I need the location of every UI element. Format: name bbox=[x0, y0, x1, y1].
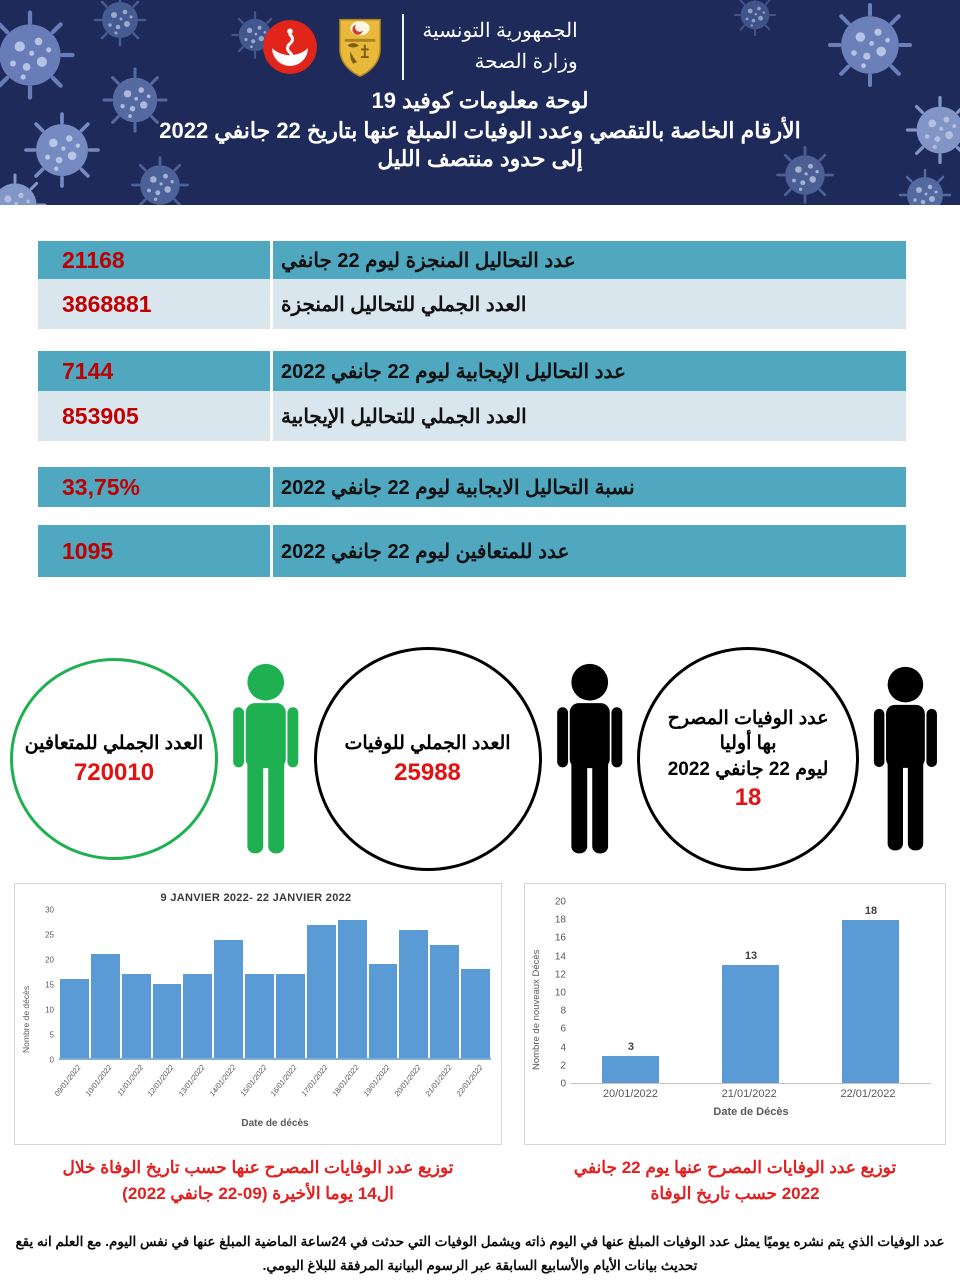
x-tick-label: 11/01/2022 bbox=[114, 1063, 145, 1098]
stat-value: 7144 bbox=[38, 351, 270, 391]
y-tick-label: 6 bbox=[560, 1023, 566, 1035]
recovered-total-circle bbox=[10, 658, 218, 860]
bar bbox=[276, 974, 305, 1058]
stat-value: 853905 bbox=[38, 391, 270, 441]
deaths-by-date-chart bbox=[14, 883, 502, 1145]
y-tick-label: 0 bbox=[560, 1078, 566, 1090]
stat-value: 3868881 bbox=[38, 279, 270, 329]
bar-cell bbox=[572, 902, 691, 1083]
x-tick-label: 22/01/2022 bbox=[454, 1063, 485, 1099]
divider bbox=[402, 14, 404, 80]
circle-value: 18 bbox=[734, 784, 762, 812]
x-tick-label: 20/01/2022 bbox=[602, 1088, 658, 1100]
cell-divider bbox=[270, 391, 273, 441]
y-tick-label: 0 bbox=[49, 1055, 54, 1065]
circle-label: عدد الوفيات المصرح بها أوليا bbox=[667, 707, 829, 755]
ministry-health-logo-icon bbox=[262, 19, 318, 75]
bar-cell bbox=[460, 910, 491, 1058]
bar bbox=[602, 1056, 659, 1083]
bar-cell bbox=[368, 910, 399, 1058]
bar bbox=[245, 974, 274, 1058]
stat-row-positive-daily bbox=[38, 351, 906, 391]
stats-table bbox=[38, 241, 906, 577]
bar bbox=[430, 945, 459, 1058]
bar-value-label: 13 bbox=[744, 950, 758, 963]
bar bbox=[338, 920, 367, 1058]
bar-cell bbox=[182, 910, 213, 1058]
bars-area bbox=[59, 910, 491, 1060]
bar bbox=[153, 984, 182, 1058]
cell-divider bbox=[270, 241, 273, 279]
chart-captions bbox=[0, 1155, 960, 1208]
bar-cell bbox=[244, 910, 275, 1058]
bar-value-label: 18 bbox=[864, 905, 878, 918]
y-tick-label: 20 bbox=[554, 896, 566, 908]
x-axis-title: Date de Décès bbox=[713, 1106, 789, 1118]
deaths-total-circle bbox=[314, 647, 542, 871]
title-line2: الأرقام الخاصة بالتقصي وعدد الوفيات المبلغ عنها بتاريخ 22 جانفي 2022 bbox=[159, 118, 801, 143]
header-banner bbox=[0, 0, 960, 205]
x-tick-label: 14/01/2022 bbox=[207, 1063, 238, 1099]
y-tick-label: 14 bbox=[554, 951, 566, 963]
bars-area bbox=[571, 902, 931, 1084]
y-tick-label: 5 bbox=[49, 1030, 54, 1040]
y-axis-ticks bbox=[35, 905, 59, 1065]
bar bbox=[842, 920, 899, 1083]
x-tick-label: 19/01/2022 bbox=[361, 1063, 392, 1099]
person-icon-black bbox=[865, 666, 946, 852]
bar bbox=[214, 940, 243, 1058]
new-deaths-chart bbox=[524, 883, 946, 1145]
title-line3: إلى حدود منتصف الليل bbox=[377, 146, 583, 171]
x-tick-label: 15/01/2022 bbox=[238, 1063, 269, 1099]
bar-value-label: 3 bbox=[627, 1040, 635, 1053]
y-tick-label: 20 bbox=[45, 955, 54, 965]
bar-cell bbox=[213, 910, 244, 1058]
x-tick-label: 09/01/2022 bbox=[52, 1063, 84, 1099]
stat-value: 33,75% bbox=[38, 467, 270, 507]
stat-row-tests-daily bbox=[38, 241, 906, 279]
x-axis-labels bbox=[52, 1060, 491, 1116]
x-axis-labels bbox=[571, 1084, 931, 1100]
title-line1: لوحة معلومات كوفيد 19 bbox=[371, 88, 589, 113]
right-chart-caption: توزيع عدد الوفايات المصرح عنها يوم 22 جانفي 2022 حسب تاريخ الوفاة bbox=[573, 1158, 897, 1204]
bar-cell bbox=[429, 910, 460, 1058]
x-tick-label: 17/01/2022 bbox=[299, 1063, 330, 1099]
left-chart-caption: توزيع عدد الوفايات المصرح عنها حسب تاريخ الوفاة خلال ال14 يوما الأخيرة (09-22 جانفي 2022) bbox=[62, 1158, 454, 1204]
x-tick-label: 12/01/2022 bbox=[145, 1063, 176, 1099]
y-tick-label: 15 bbox=[45, 980, 54, 990]
stat-row-recovered-daily bbox=[38, 525, 906, 577]
person-icon-green bbox=[224, 663, 307, 855]
bar bbox=[91, 954, 120, 1058]
circle-value: 25988 bbox=[394, 758, 461, 786]
bar bbox=[399, 930, 428, 1058]
stat-label: عدد التحاليل الإيجابية ليوم 22 جانفي 2022 bbox=[273, 351, 906, 391]
x-axis-title: Date de décès bbox=[241, 1118, 309, 1129]
bar-cell bbox=[812, 902, 931, 1083]
bar bbox=[722, 965, 779, 1083]
gov-line2: وزارة الصحة bbox=[474, 51, 578, 73]
cell-divider bbox=[270, 351, 273, 391]
bar-cell bbox=[59, 910, 90, 1058]
gov-line1: الجمهورية التونسية bbox=[422, 20, 578, 42]
tunisia-coat-of-arms-icon bbox=[336, 15, 384, 79]
x-tick-label: 21/01/2022 bbox=[423, 1063, 454, 1099]
cell-divider bbox=[270, 525, 273, 577]
bar-cell bbox=[90, 910, 121, 1058]
stat-row-tests-total bbox=[38, 279, 906, 329]
y-tick-label: 10 bbox=[45, 1005, 54, 1015]
y-tick-label: 4 bbox=[560, 1042, 566, 1054]
gov-identity-row bbox=[0, 0, 840, 80]
y-tick-label: 12 bbox=[554, 969, 566, 981]
circle-label: العدد الجملي للمتعافين bbox=[24, 733, 204, 755]
deaths-declared-daily-circle bbox=[637, 647, 859, 871]
dashboard-title bbox=[0, 88, 960, 172]
stat-label: العدد الجملي للتحاليل الإيجابية bbox=[273, 391, 906, 441]
y-tick-label: 10 bbox=[554, 987, 566, 999]
bar bbox=[60, 979, 89, 1058]
x-tick-label: 18/01/2022 bbox=[330, 1063, 361, 1099]
y-tick-label: 25 bbox=[45, 930, 54, 940]
circle-label2: ليوم 22 جانفي 2022 bbox=[667, 758, 829, 780]
charts-row bbox=[0, 883, 960, 1145]
stat-row-positive-total bbox=[38, 391, 906, 441]
x-tick-label: 16/01/2022 bbox=[268, 1063, 300, 1099]
x-tick-label: 13/01/2022 bbox=[176, 1063, 207, 1099]
chart-title: 9 JANVIER 2022- 22 JANVIER 2022 bbox=[160, 892, 352, 904]
y-tick-label: 30 bbox=[45, 905, 54, 915]
stat-label: عدد للمتعافين ليوم 22 جانفي 2022 bbox=[273, 525, 906, 577]
stat-value: 21168 bbox=[38, 241, 270, 279]
y-axis-title: Nombre de nouveaux Décès bbox=[531, 949, 542, 1071]
stat-label: عدد التحاليل المنجزة ليوم 22 جانفي bbox=[273, 241, 906, 279]
person-icon-black bbox=[548, 663, 631, 855]
x-tick-label: 22/01/2022 bbox=[840, 1088, 896, 1100]
bar-cell bbox=[306, 910, 337, 1058]
x-tick-label: 20/01/2022 bbox=[392, 1063, 423, 1099]
bar-cell bbox=[337, 910, 368, 1058]
bar-cell bbox=[275, 910, 306, 1058]
summary-circles-band bbox=[0, 643, 960, 875]
y-tick-label: 2 bbox=[560, 1060, 566, 1072]
stat-label: نسبة التحاليل الايجابية ليوم 22 جانفي 2022 bbox=[273, 467, 906, 507]
stat-value: 1095 bbox=[38, 525, 270, 577]
stat-row-positivity-rate bbox=[38, 467, 906, 507]
bar-cell bbox=[692, 902, 811, 1083]
bar bbox=[461, 969, 490, 1058]
circle-value: 720010 bbox=[73, 758, 155, 786]
bar bbox=[369, 964, 398, 1058]
stat-label: العدد الجملي للتحاليل المنجزة bbox=[273, 279, 906, 329]
cell-divider bbox=[270, 467, 273, 507]
y-axis-ticks bbox=[547, 896, 571, 1090]
bar-cell bbox=[152, 910, 183, 1058]
circle-label: العدد الجملي للوفيات bbox=[344, 733, 511, 755]
bar-cell bbox=[398, 910, 429, 1058]
gov-text bbox=[422, 16, 577, 78]
y-tick-label: 16 bbox=[554, 932, 566, 944]
x-tick-label: 10/01/2022 bbox=[83, 1063, 114, 1099]
y-axis-title: Nombre de décès bbox=[21, 985, 31, 1054]
bar bbox=[307, 925, 336, 1058]
bar-cell bbox=[121, 910, 152, 1058]
x-tick-label: 21/01/2022 bbox=[721, 1088, 777, 1100]
bar bbox=[183, 974, 212, 1058]
y-tick-label: 18 bbox=[554, 914, 566, 926]
bar bbox=[122, 974, 151, 1058]
footer-note: عدد الوفيات الذي يتم نشره يوميًا يمثل عدد الوفيات المبلغ عنها في اليوم ذاته ويشمل الوفيات التي حدثت في 24ساعة الماضية المبلغ عنها في نفس اليوم. مع العلم انه يقع تحديث بيانات الأيام والأسابيع السابقة عبر الرسوم البيانية المرفقة للبلاغ اليومي. bbox=[15, 1233, 945, 1273]
cell-divider bbox=[270, 279, 273, 329]
y-tick-label: 8 bbox=[560, 1005, 566, 1017]
